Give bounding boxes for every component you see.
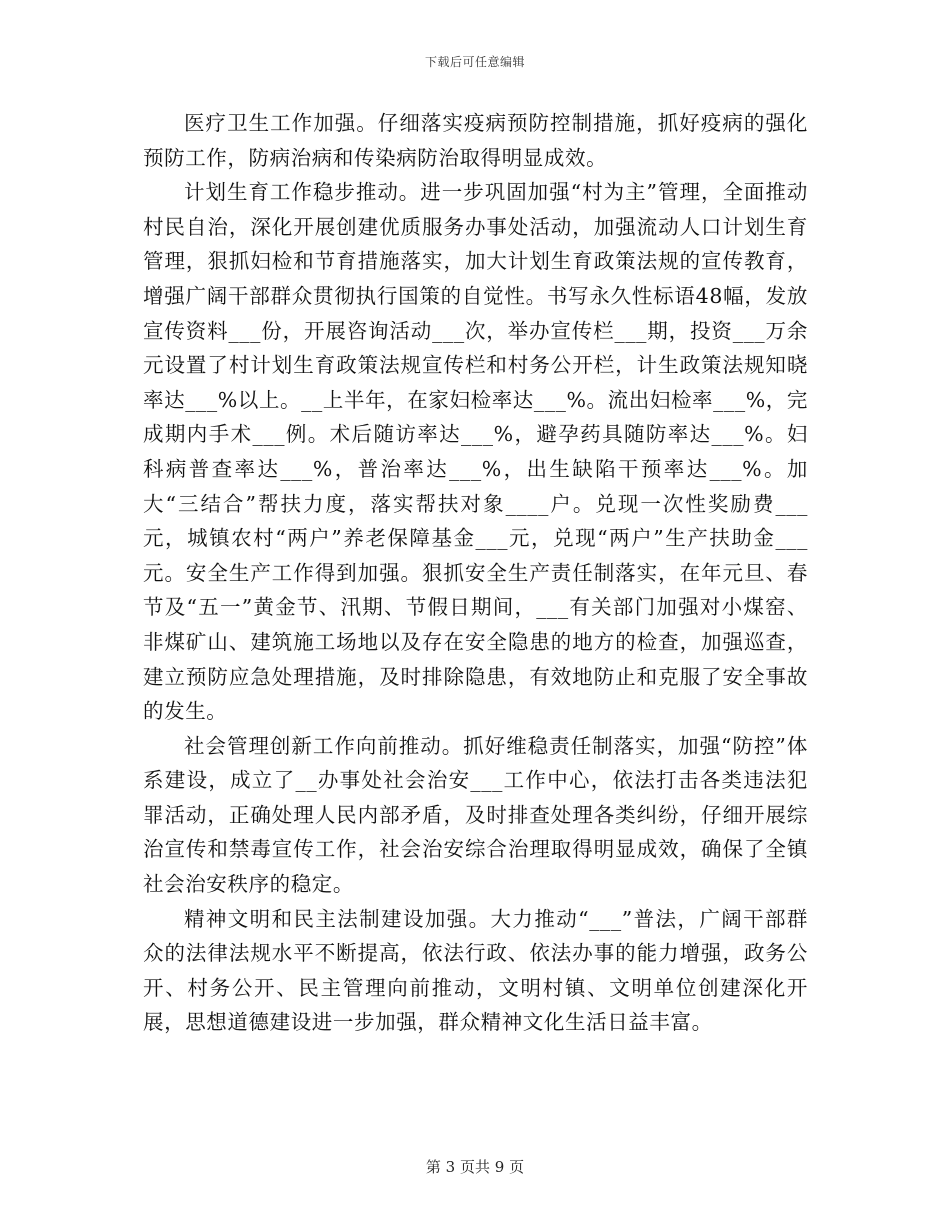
document-body <box>143 106 808 1040</box>
paragraph-medical: 医疗卫生工作加强。仔细落实疫病预防控制措施，抓好疫病的强化预防工作，防病治病和传染病防治取得明显成效。 <box>143 111 808 170</box>
paragraph-social-management: 社会管理创新工作向前推动。抓好维稳责任制落实，加强“防控”体系建设，成立了__办事处社会治安___工作中心，依法打击各类违法犯罪活动，正确处理人民内部矛盾，及时排查处理各类纠纷，仔细开展综治宣传和禁毒宣传工作，社会治安综合治理取得明显成效，确保了全镇社会治安秩序的稳定。 <box>143 733 808 897</box>
page-header-note: 下载后可任意编辑 <box>424 55 525 69</box>
paragraph-civilization: 精神文明和民主法制建设加强。大力推动“___”普法，广阔干部群众的法律法规水平不断提高，依法行政、依法办事的能力增强，政务公开、村务公开、民主管理向前推动，文明村镇、文明单位创建深化开展，思想道德建设进一步加强，群众精神文化生活日益丰富。 <box>143 906 808 1035</box>
paragraph-family-planning: 计划生育工作稳步推动。进一步巩固加强“村为主”管理，全面推动村民自治，深化开展创建优质服务办事处活动，加强流动人口计划生育管理，狠抓妇检和节育措施落实，加大计划生育政策法规的宣传教育，增强广阔干部群众贯彻执行国策的自觉性。书写永久性标语48幅，发放宣传资料___份，开展咨询活动___次，举办宣传栏___期，投资___万余元设置了村计划生育政策法规宣传栏和村务公开栏，计生政策法规知晓率达___%以上。__上半年，在家妇检率达___%。流出妇检率___%，完成期内手术___例。术后随访率达___%，避孕药具随防率达___%。妇科病普查率达___%，普治率达___%，出生缺陷干预率达___%。加大“三结合”帮扶力度，落实帮扶对象____户。兑现一次性奖励费___元，城镇农村“两户”养老保障基金___元，兑现“两户”生产扶助金___元。安全生产工作得到加强。狠抓安全生产责任制落实，在年元旦、春节及“五一”黄金节、汛期、节假日期间，___有关部门加强对小煤窑、非煤矿山、建筑施工场地以及存在安全隐患的地方的检查，加强巡查，建立预防应急处理措施，及时排除隐患，有效地防止和克服了安全事故的发生。 <box>143 180 808 724</box>
page-number: 第 3 页共 9 页 <box>425 1158 525 1176</box>
